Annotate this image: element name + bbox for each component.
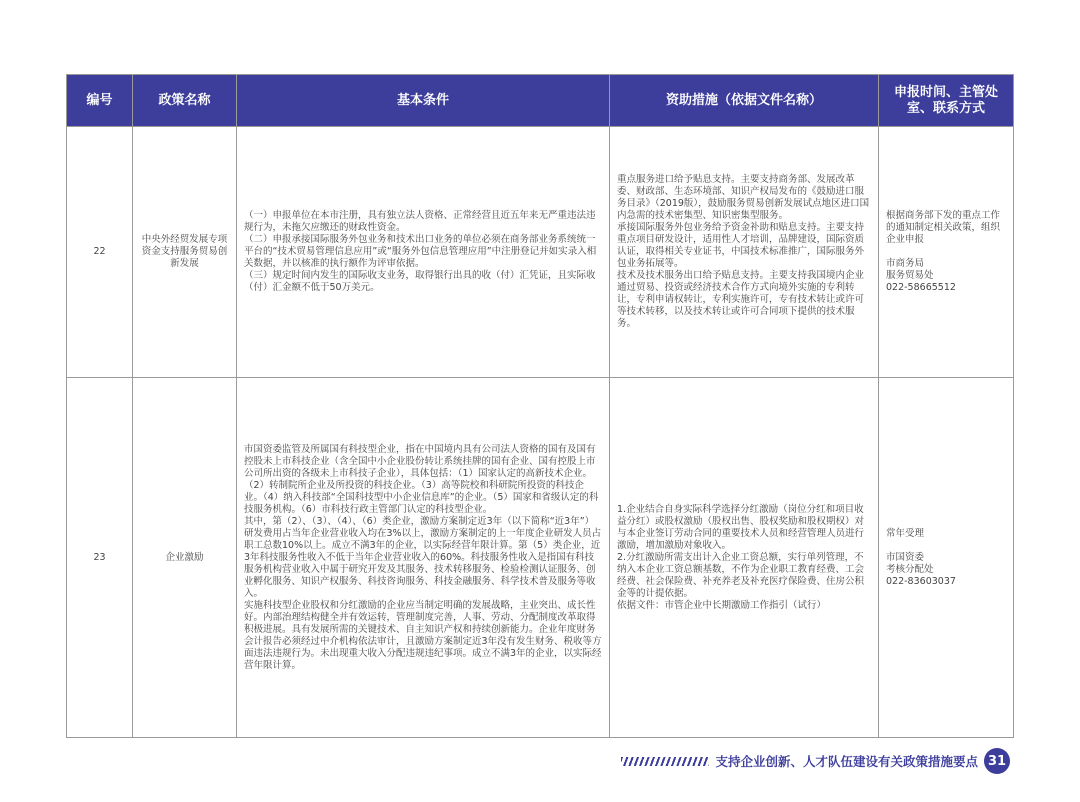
page-number: 31 [987,753,1007,769]
header-policy-name: 政策名称 [133,75,237,127]
row-conditions: 市国资委监管及所属国有科技型企业，指在中国境内具有公司法人资格的国有及国有控股未上市科技企业（含全国中小企业股份转让系统挂牌的国有企业、国有控股上市公司所出资的各级未上市科技子企业），具体包括：（1）国家认定的高新技术企业。（2）转制院所企业及所投资的科技企业。（3）高等院校和科研院所投资的科技企业。（4）纳入科技部“全国科技型中小企业信息库”的企业。（5）国家和省级认定的科技服务机构。（6）市科技行政主管部门认定的科技型企业。 其中，第（2）、（3）、（4）、（6）类企业，激励方案制定近3年（以下简称“近3年”）研发费用占当年企业营业收入均在3%以上，激励方案制定的上一年度企业研发人员占职工总数10%以上。成立不满3年的企业，以实际经营年限计算。第（5）类企业，近3年科技服务性收入不低于当年企业营业收入的60%。科技服务性收入是指国有科技服务机构营业收入中属于研究开发及其服务、技术转移服务、检验检测认证服务、创业孵化服务、知识产权服务、科技咨询服务、科技金融服务、科学技术普及服务等收入。 实施科技型企业股权和分红激励的企业应当制定明确的发展战略，主业突出、成长性好。内部治理结构健全并有效运转，管理制度完善，人事、劳动、分配制度改革取得积极进展。具有发展所需的关键技术、自主知识产权和持续创新能力。企业年度财务会计报告必须经过中介机构依法审计，且激励方案制定近3年没有发生财务、税收等方面违法违规行为。未出现重大收入分配违规违纪事项。成立不满3年的企业，以实际经营年限计算。 [237,378,610,738]
table-row [67,378,1014,738]
row-policy-name: 中央外经贸发展专项资金支持服务贸易创新发展 [133,127,237,378]
row-policy-name: 企业激励 [133,378,237,738]
table-row [67,127,1014,378]
header-id: 编号 [67,75,133,127]
row-id: 23 [67,378,133,738]
decorative-stripes [621,757,709,766]
header-support-measures: 资助措施（依据文件名称） [610,75,879,127]
row-contact: 常年受理 市国资委 考核分配处 022-83603037 [879,378,1014,738]
table-header-row [67,75,1014,127]
header-basic-conditions: 基本条件 [237,75,610,127]
page-number-badge [984,748,1010,774]
page-footer [621,747,1010,775]
row-contact: 根据商务部下发的重点工作的通知制定相关政策，组织企业申报 市商务局 服务贸易处 022-58665512 [879,127,1014,378]
row-id: 22 [67,127,133,378]
row-measures: 1.企业结合自身实际科学选择分红激励（岗位分红和项目收益分红）或股权激励（股权出售、股权奖励和股权期权）对与本企业签订劳动合同的重要技术人员和经营管理人员进行激励，增加激励对象收入。 2.分红激励所需支出计入企业工资总额，实行单列管理，不纳入本企业工资总额基数，不作为企业职工教育经费、工会经费、社会保险费、补充养老及补充医疗保险费、住房公积金等的计提依据。 依据文件：市管企业中长期激励工作指引（试行） [610,378,879,738]
row-conditions: （一）申报单位在本市注册，具有独立法人资格、正常经营且近五年来无严重违法违规行为，未拖欠应缴还的财政性资金。 （二）申报承接国际服务外包业务和技术出口业务的单位必须在商务部业务系统统一平台的“技术贸易管理信息应用”或“服务外包信息管理应用”中注册登记并如实录入相关数据，并以核准的执行额作为评审依据。 （三）规定时间内发生的国际收支业务，取得银行出具的收（付）汇凭证，且实际收（付）汇金额不低于50万美元。 [237,127,610,378]
footer-title: 支持企业创新、人才队伍建设有关政策措施要点 [715,754,978,769]
header-contact: 申报时间、主管处室、联系方式 [879,75,1014,127]
row-measures: 重点服务进口给予贴息支持。主要支持商务部、发展改革委、财政部、生态环境部、知识产权局发布的《鼓励进口服务目录》（2019版），鼓励服务贸易创新发展试点地区进口国内急需的技术密集型、知识密集型服务。 承接国际服务外包业务给予资金补助和贴息支持。主要支持重点项目研发设计，适用性人才培训，品牌建设，国际资质认证，取得相关专业证书，中国技术标准推广，国际服务外包业务拓展等。 技术及技术服务出口给予贴息支持。主要支持我国境内企业通过贸易、投资或经济技术合作方式向境外实施的专利转让，专利申请权转让，专利实施许可，专有技术转让或许可等技术转移，以及技术转让或许可合同项下提供的技术服务。 [610,127,879,378]
policy-table [66,74,1014,738]
